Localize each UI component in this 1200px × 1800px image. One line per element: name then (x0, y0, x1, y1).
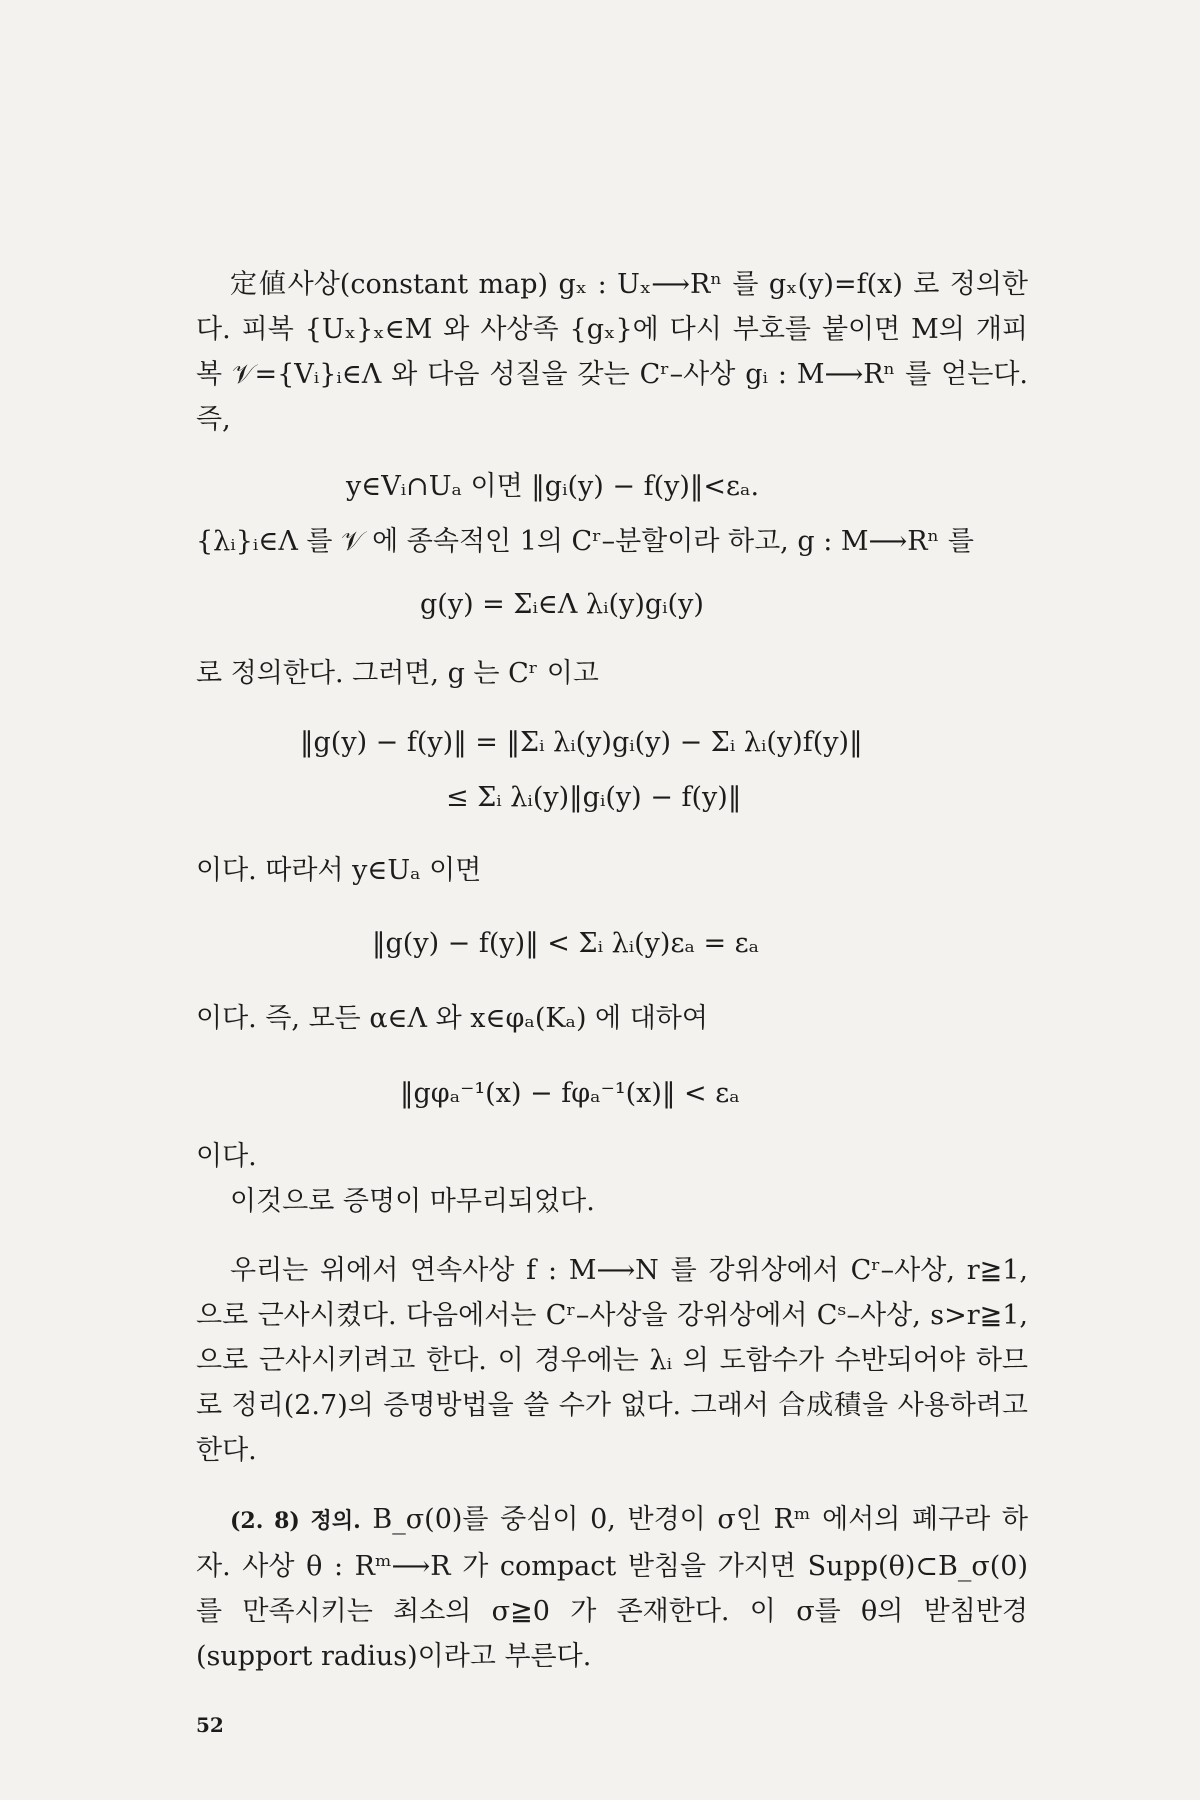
paragraph-define: 로 정의한다. 그러면, g 는 Cʳ 이고 (196, 658, 599, 689)
equation-1: y∈Vᵢ∩Uₐ 이면 ‖gᵢ(y) − f(y)‖<εₐ. (346, 471, 760, 502)
page-number: 52 (196, 1713, 224, 1737)
definition-2-8 (196, 1497, 1028, 1679)
equation-2: g(y) = Σᵢ∈Λ λᵢ(y)gᵢ(y) (420, 589, 704, 620)
equation-5: ‖gφₐ⁻¹(x) − fφₐ⁻¹(x)‖ < εₐ (400, 1078, 740, 1109)
page-body (196, 262, 1028, 1679)
definition-body: B_σ(0)를 중심이 0, 반경이 σ인 Rᵐ 에서의 폐구라 하자. 사상 θ : Rᵐ⟶R 가 compact 받침을 가지면 Supp(θ)⊂B_σ(0) 를 만족시키는 최소의 σ≧0 가 존재한다. 이 σ를 θ의 받침반경(support radius)이라고 부른다. (196, 1504, 1028, 1672)
paragraph-approximation: 우리는 위에서 연속사상 f : M⟶N 를 강위상에서 Cʳ–사상, r≧1, 으로 근사시켰다. 다음에서는 Cʳ–사상을 강위상에서 Cˢ–사상, s>r≧1, 으로 근사시키려고 한다. 이 경우에는 λᵢ 의 도함수가 수반되어야 하므로 정리(2.7)의 증명방법을 쓸 수가 없다. 그래서 合成積을 사용하려고 한다. (196, 1255, 1028, 1466)
equation-3b: ≤ Σᵢ λᵢ(y)‖gᵢ(y) − f(y)‖ (446, 782, 742, 813)
paragraph-for-all: 이다. 즉, 모든 α∈Λ 와 x∈φₐ(Kₐ) 에 대하여 (196, 1003, 708, 1034)
paragraph-ida: 이다. (196, 1141, 257, 1172)
paragraph-partition: {λᵢ}ᵢ∈Λ 를 𝒱 에 종속적인 1의 Cʳ–분할이라 하고, g : M⟶Rⁿ 를 (196, 526, 974, 557)
paragraph-therefore: 이다. 따라서 y∈Uₐ 이면 (196, 855, 482, 886)
definition-heading: (2. 8) 정의. (230, 1508, 361, 1534)
paragraph-proof-end: 이것으로 증명이 마무리되었다. (230, 1186, 595, 1217)
paragraph-constant-map: 定値사상(constant map) gₓ : Uₓ⟶Rⁿ 를 gₓ(y)=f(x) 로 정의한다. 피복 {Uₓ}ₓ∈M 와 사상족 {gₓ}에 다시 부호를 붙이면 M의 개피복 𝒱={Vᵢ}ᵢ∈Λ 와 다음 성질을 갖는 Cʳ–사상 gᵢ : M⟶Rⁿ 를 얻는다. 즉, (196, 269, 1028, 435)
equation-3a: ‖g(y) − f(y)‖ = ‖Σᵢ λᵢ(y)gᵢ(y) − Σᵢ λᵢ(y)f(y)‖ (300, 727, 863, 758)
equation-4: ‖g(y) − f(y)‖ < Σᵢ λᵢ(y)εₐ = εₐ (372, 928, 760, 959)
